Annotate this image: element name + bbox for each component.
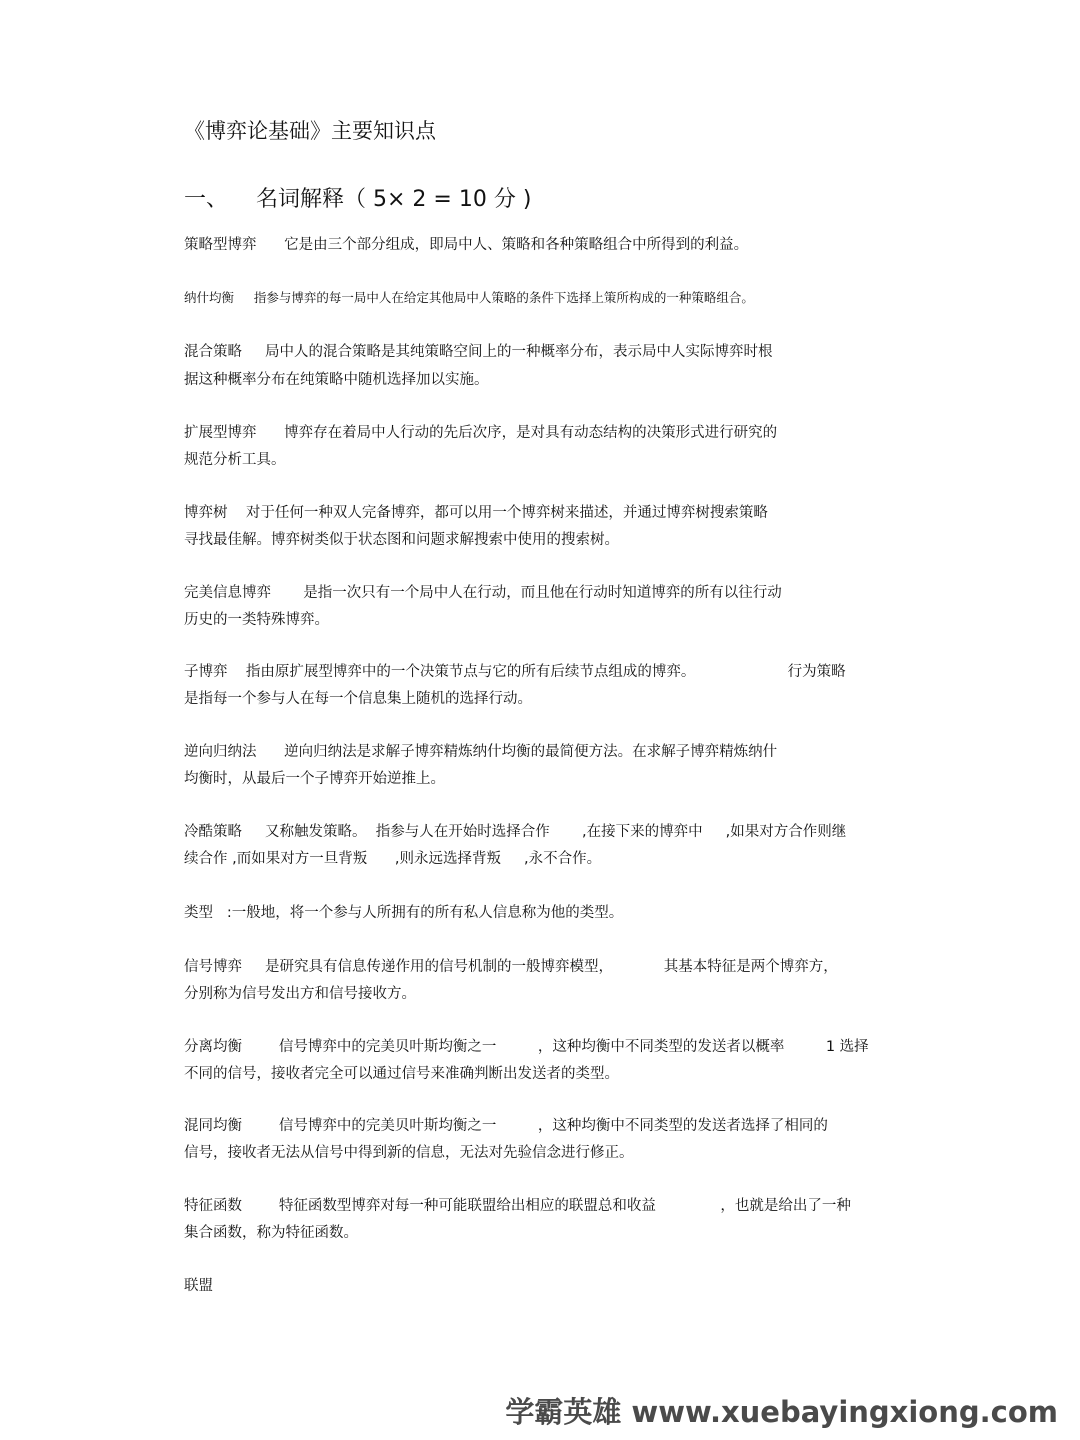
section-heading-text: 名词解释（ 5× 2 = 10 分 ) [256,187,532,212]
site-watermark: 学霸英雄 www.xuebayingxiong.com [505,1395,1058,1429]
term-line: 策略型博弈 它是由三个部分组成，即局中人、策略和各种策略组合中所得到的利益。 [184,237,749,253]
term-line: 是指每一个参与人在每一个信息集上随机的选择行动。 [184,691,532,707]
term-line: 完美信息博弈 是指一次只有一个局中人在行动，而且他在行动时知道博弈的所有以往行动 [184,585,782,601]
term-line: 特征函数 特征函数型博弈对每一种可能联盟给出相应的联盟总和收益 ，也就是给出了一种 [184,1198,851,1214]
term-line: 博弈树 对于任何一种双人完备博弈，都可以用一个博弈树来描述，并通过博弈树搜索策略 [184,505,768,521]
section-number: 一、 [184,187,229,212]
section-heading [184,184,531,216]
term-line: 联盟 [184,1278,213,1294]
term-line: 纳什均衡 指参与博弈的每一局中人在给定其他局中人策略的条件下选择上策所构成的一种策略组合。 [184,290,754,305]
term-line: 集合函数，称为特征函数。 [184,1225,358,1241]
term-line: 续合作 ,而如果对方一旦背叛 ,则永远选择背叛 ,永不合作。 [184,851,602,867]
term-line: 逆向归纳法 逆向归纳法是求解子博弈精炼纳什均衡的最简便方法。在求解子博弈精炼纳什 [184,744,778,760]
term-line: 扩展型博弈 博弈存在着局中人行动的先后次序，是对具有动态结构的决策形式进行研究的 [184,425,778,441]
term-line: 寻找最佳解。博弈树类似于状态图和问题求解搜索中使用的搜索树。 [184,532,619,548]
term-line: 均衡时，从最后一个子博弈开始逆推上。 [184,771,445,787]
term-line: 据这种概率分布在纯策略中随机选择加以实施。 [184,372,489,388]
term-line: 信号，接收者无法从信号中得到新的信息，无法对先验信念进行修正。 [184,1145,634,1161]
term-line: 混合策略 局中人的混合策略是其纯策略空间上的一种概率分布，表示局中人实际博弈时根 [184,344,773,360]
term-line: 冷酷策略 又称触发策略。 指参与人在开始时选择合作 ,在接下来的博弈中 ,如果对方合作则继 [184,824,847,840]
term-line: 混同均衡 信号博弈中的完美贝叶斯均衡之一 ，这种均衡中不同类型的发送者选择了相同的 [184,1118,828,1134]
term-line: 分离均衡 信号博弈中的完美贝叶斯均衡之一 ，这种均衡中不同类型的发送者以概率 1 选择 [184,1039,869,1055]
term-line: 规范分析工具。 [184,452,286,468]
term-line: 子博弈 指由原扩展型博弈中的一个决策节点与它的所有后续节点组成的博弈。 行为策略 [184,664,846,680]
term-line: 信号博弈 是研究具有信息传递作用的信号机制的一般博弈模型， 其基本特征是两个博弈方， [184,959,838,975]
term-line: 分别称为信号发出方和信号接收方。 [184,986,416,1002]
page-title: 《博弈论基础》主要知识点 [184,119,436,143]
term-line: 类型 :一般地，将一个参与人所拥有的所有私人信息称为他的类型。 [184,905,624,921]
term-line: 历史的一类特殊博弈。 [184,612,329,628]
term-line: 不同的信号，接收者完全可以通过信号来准确判断出发送者的类型。 [184,1066,619,1082]
